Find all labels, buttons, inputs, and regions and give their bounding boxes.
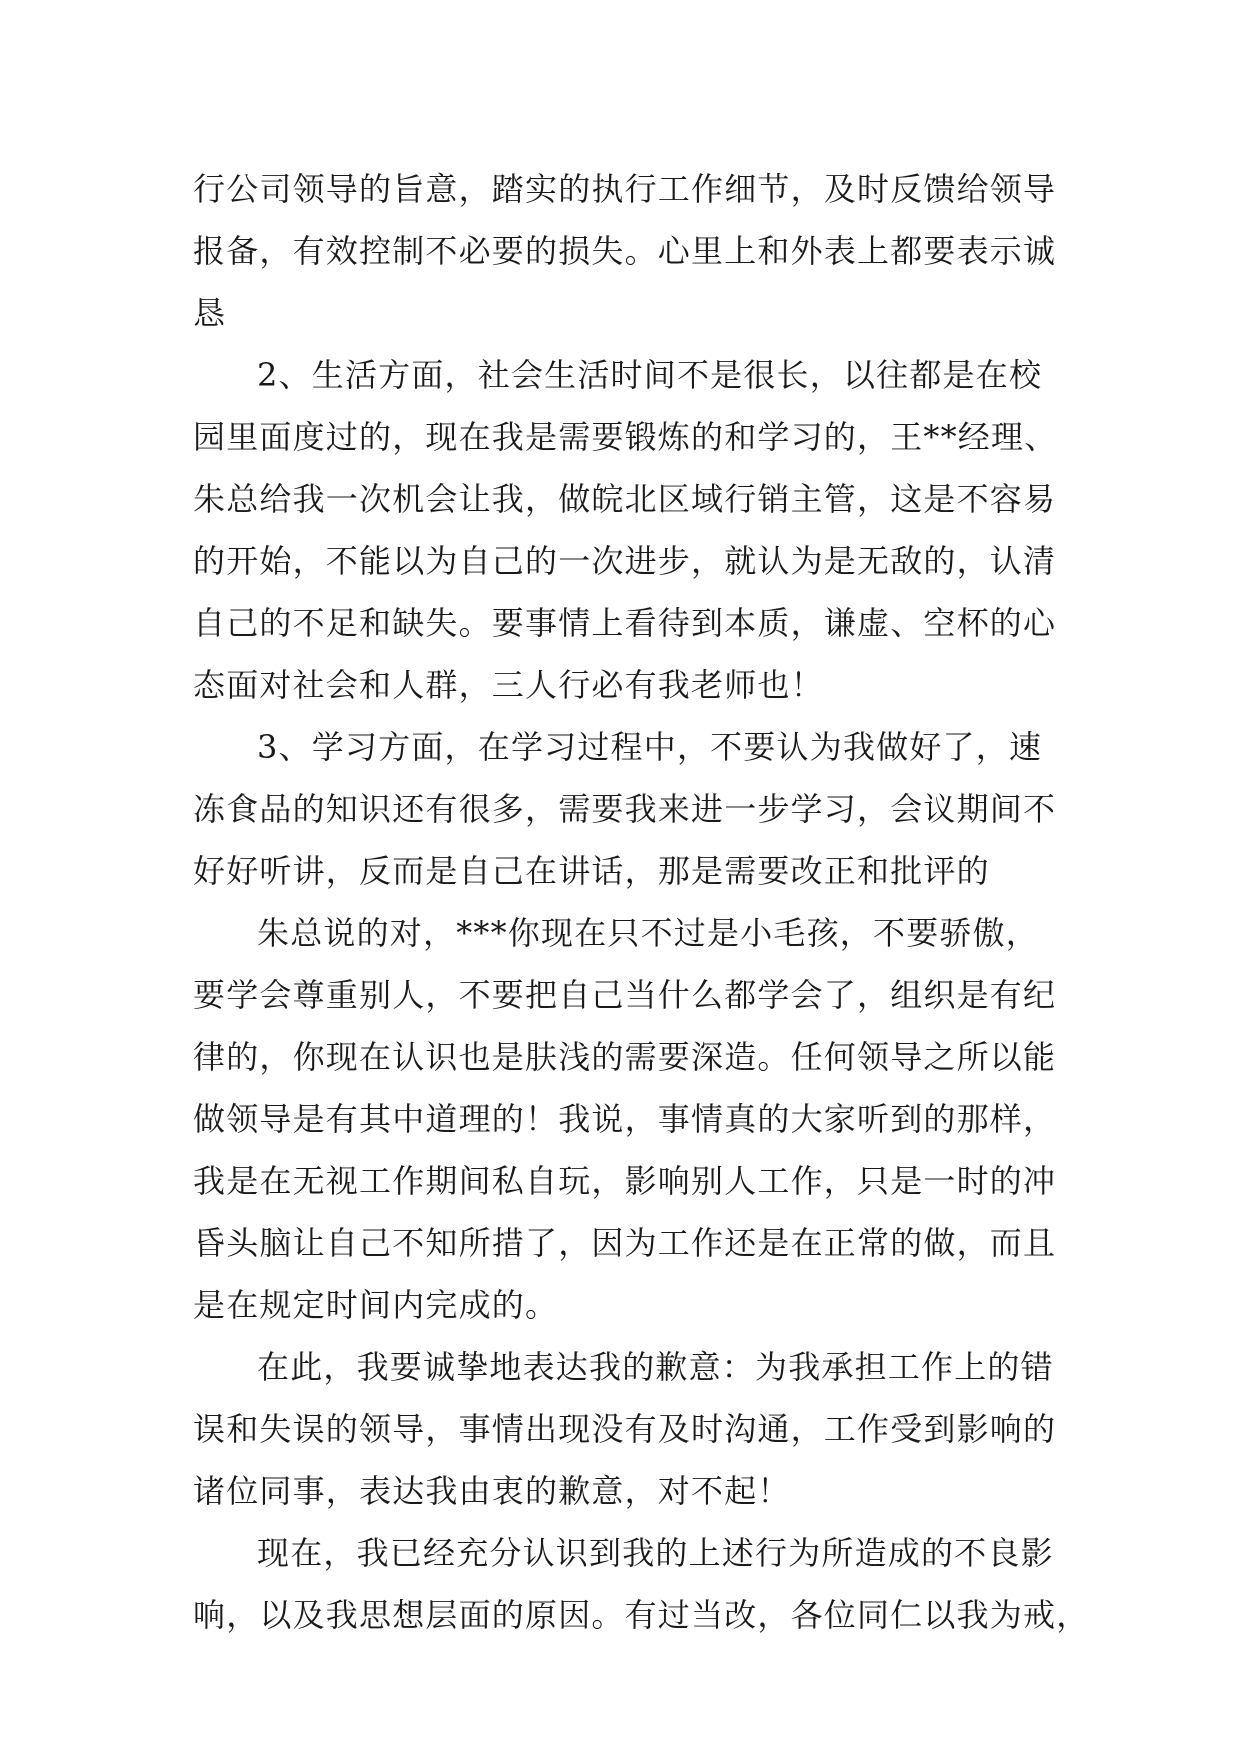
text-line: 好好听讲，反而是自己在讲话，那是需要改正和批评的: [193, 852, 990, 890]
text-line: 3、学习方面，在学习过程中，不要认为我做好了，速: [257, 728, 1043, 766]
document-body: [193, 158, 1090, 1646]
paragraph-apology: [193, 1336, 1063, 1522]
text-line: 恳: [193, 294, 227, 332]
text-line: 现在，我已经充分认识到我的上述行为所造成的不良影: [257, 1534, 1054, 1572]
paragraph-continuation: [193, 158, 1063, 344]
text-line: 2、生活方面，社会生活时间不是很长，以往都是在校: [257, 356, 1043, 394]
text-line: 园里面度过的，现在我是需要锻炼的和学习的，王**经理、: [193, 418, 1058, 456]
text-line: 冻食品的知识还有很多，需要我来进一步学习，会议期间不: [193, 790, 1057, 828]
text-line: 态面对社会和人群，三人行必有我老师也！: [193, 666, 824, 704]
paragraph-life: [193, 344, 1063, 716]
text-line: 诸位同事，表达我由衷的歉意，对不起！: [193, 1472, 791, 1510]
text-line: 是在规定时间内完成的。: [193, 1286, 559, 1324]
text-line: 朱总说的对，***你现在只不过是小毛孩，不要骄傲，: [257, 914, 1040, 952]
text-line: 做领导是有其中道理的！我说，事情真的大家听到的那样，: [193, 1100, 1057, 1138]
text-line: 响，以及我思想层面的原因。有过当改，各位同仁以我为戒，: [193, 1596, 1090, 1634]
text-line: 报备，有效控制不必要的损失。心里上和外表上都要表示诚: [193, 232, 1057, 270]
text-line: 行公司领导的旨意，踏实的执行工作细节，及时反馈给领导: [193, 170, 1057, 208]
paragraph-study: [193, 716, 1063, 902]
paragraph-conclusion: [193, 1522, 1090, 1646]
text-line: 误和失误的领导，事情出现没有及时沟通，工作受到影响的: [193, 1410, 1057, 1448]
text-line: 的开始，不能以为自己的一次进步，就认为是无敌的，认清: [193, 542, 1057, 580]
text-line: 我是在无视工作期间私自玩，影响别人工作，只是一时的冲: [193, 1162, 1057, 1200]
text-line: 要学会尊重别人，不要把自己当什么都学会了，组织是有纪: [193, 976, 1057, 1014]
text-line: 在此，我要诚挚地表达我的歉意：为我承担工作上的错: [257, 1348, 1054, 1386]
text-line: 昏头脑让自己不知所措了，因为工作还是在正常的做，而且: [193, 1224, 1057, 1262]
paragraph-reflection: [193, 902, 1063, 1336]
text-line: 律的，你现在认识也是肤浅的需要深造。任何领导之所以能: [193, 1038, 1057, 1076]
text-line: 朱总给我一次机会让我，做皖北区域行销主管，这是不容易: [193, 480, 1057, 518]
text-line: 自己的不足和缺失。要事情上看待到本质，谦虚、空杯的心: [193, 604, 1057, 642]
